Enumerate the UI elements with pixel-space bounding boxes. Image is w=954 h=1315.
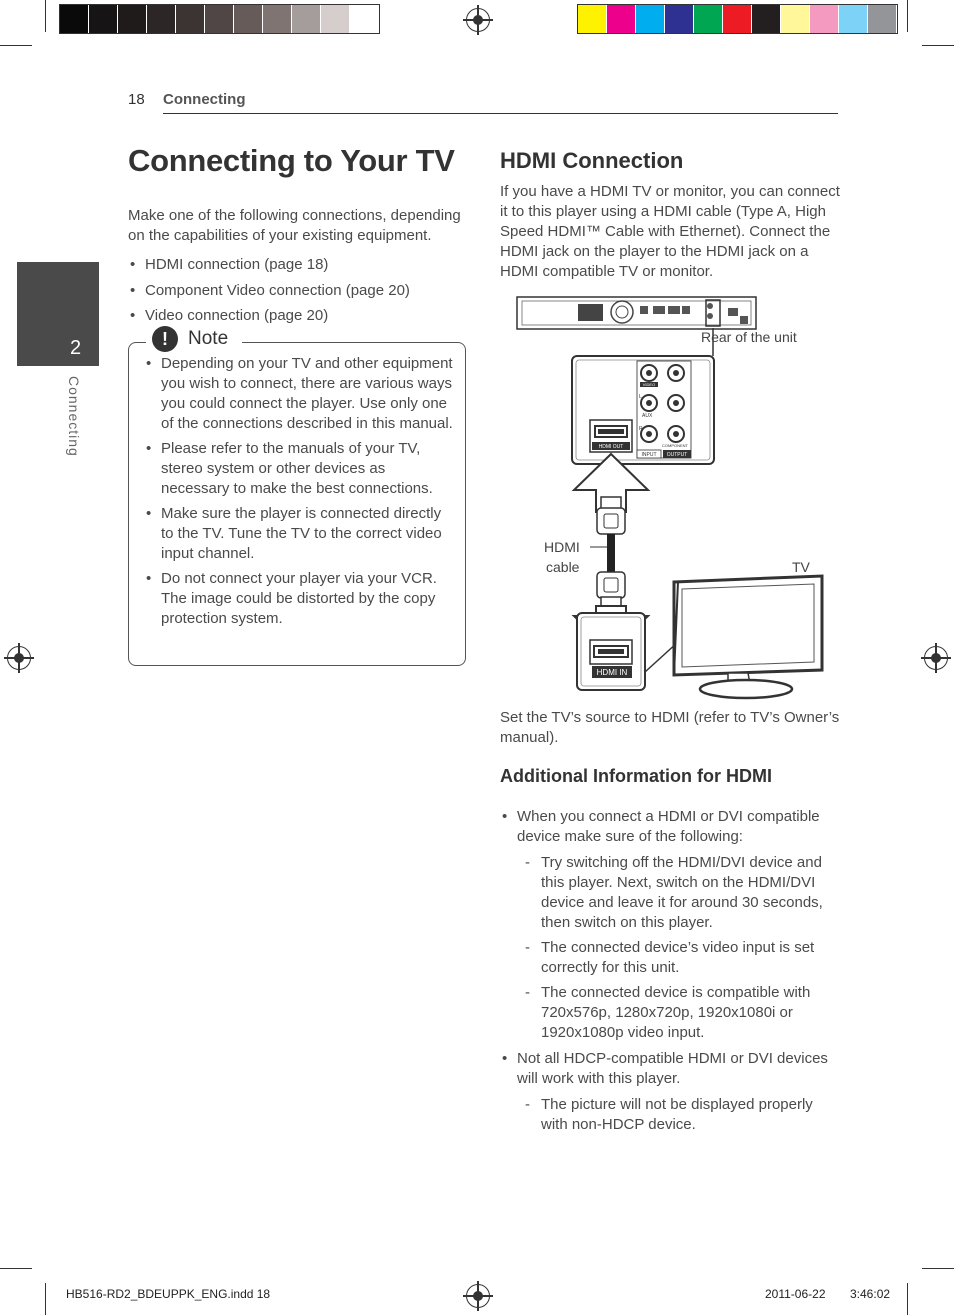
list-item: • Component Video connection (page 20) [128, 278, 468, 304]
color-swatch [205, 5, 234, 33]
list-item: • Depending on your TV and other equipment you wish to connect, there are various ways you could connect the player. Use only one of the connections described in this manual. [144, 354, 454, 434]
page-number: 18 [128, 91, 145, 108]
crop-mark [907, 1283, 908, 1315]
note-header [146, 326, 242, 352]
sub-list-item: - The connected device’s video input is set correctly for this unit. [517, 938, 830, 978]
crop-mark [45, 0, 46, 32]
tv-jack-panel [577, 613, 645, 690]
color-swatch [607, 5, 636, 33]
color-swatch [578, 5, 607, 33]
chapter-tab [17, 262, 99, 366]
color-swatch [781, 5, 810, 33]
additional-info-heading: Additional Information for HDMI [500, 766, 772, 786]
color-swatch [636, 5, 665, 33]
color-swatch [350, 5, 379, 33]
sub-list [517, 1095, 830, 1135]
section-title: Connecting [163, 91, 246, 108]
diagram-caption: Set the TV’s source to HDMI (refer to TV’s Owner’s manual). [500, 709, 840, 746]
intro-paragraph: Make one of the following connections, depending on the capabilities of your existing equipment. [128, 207, 461, 244]
hdmi-cable-icon [590, 497, 625, 609]
tv-label: TV [792, 559, 810, 575]
cmyk-color-bar [577, 4, 898, 34]
list-item: • Make sure the player is connected directly to the TV. Tune the TV to the correct video input channel. [144, 504, 454, 564]
list-item-text: Not all HDCP-compatible HDMI or DVI devices will work with this player. [517, 1050, 828, 1087]
page-title: Connecting to Your TV [128, 143, 455, 178]
video-label: VIDEO [642, 382, 656, 387]
list-item: • Do not connect your player via your VCR. The image could be distorted by the copy protection system. [144, 569, 454, 629]
sub-list-item: - Try switching off the HDMI/DVI device and this player. Next, switch on the HDMI/DVI device and leave it for around 30 seconds, then switch on this player. [517, 853, 830, 933]
crop-mark [0, 45, 32, 46]
sub-list [517, 853, 830, 1043]
crop-mark [922, 1268, 954, 1269]
color-swatch [147, 5, 176, 33]
color-swatch [723, 5, 752, 33]
output-label: OUTPUT [666, 452, 688, 458]
color-swatch [176, 5, 205, 33]
color-swatch [868, 5, 897, 33]
header-rule [163, 113, 838, 114]
note-list [144, 354, 454, 634]
list-item-text: When you connect a HDMI or DVI compatible device make sure of the following: [517, 808, 820, 845]
color-swatch [839, 5, 868, 33]
player-rear-icon [517, 297, 756, 329]
tv-icon [674, 576, 822, 698]
hdmi-cable-label-1: HDMI [544, 539, 580, 555]
hdmi-cable-label-2: cable [546, 559, 580, 575]
list-item: • Please refer to the manuals of your TV, stereo system or other devices as necessary to make the best connections. [144, 439, 454, 499]
hdmi-connection-diagram [510, 292, 830, 704]
color-swatch [665, 5, 694, 33]
color-swatch [694, 5, 723, 33]
note-label: Note [188, 328, 229, 349]
l-label: L [639, 394, 642, 400]
color-swatch [263, 5, 292, 33]
connection-list [128, 252, 468, 329]
hdmi-paragraph: If you have a HDMI TV or monitor, you can connect it to this player using a HDMI cable (Type A, High Speed HDMI™ Cable with Ethernet). Connect the HDMI jack on the player to the HDMI jack on a HDMI compatible TV or monitor. [500, 183, 840, 280]
list-item: • Video connection (page 20) [128, 303, 468, 329]
aux-label: AUX [642, 413, 653, 419]
footer-date: 2011-06-22 [765, 1287, 826, 1301]
crop-mark [0, 1268, 32, 1269]
hdmi-out-label: HDMI OUT [598, 444, 624, 450]
input-label: INPUT [641, 452, 657, 458]
hdmi-heading: HDMI Connection [500, 148, 684, 173]
crop-mark [922, 45, 954, 46]
color-swatch [118, 5, 147, 33]
rear-of-unit-label: Rear of the unit [701, 329, 797, 345]
registration-mark-icon [466, 8, 490, 32]
color-swatch [60, 5, 89, 33]
component-label: COMPONENT [662, 443, 688, 448]
gray-color-bar [59, 4, 380, 34]
sub-list-item: - The connected device is compatible with 720x576p, 1280x720p, 1920x1080i or 1920x1080p video input. [517, 983, 830, 1043]
footer-time: 3:46:02 [850, 1287, 891, 1301]
sub-list-item: - The picture will not be displayed properly with non-HDCP device. [517, 1095, 830, 1135]
list-item: • HDMI connection (page 18) [128, 252, 468, 278]
color-swatch [234, 5, 263, 33]
exclamation-icon: ! [152, 326, 178, 352]
chapter-number: 2 [70, 337, 82, 359]
chapter-label: Connecting [66, 376, 82, 457]
registration-mark-icon [924, 646, 948, 670]
crop-mark [907, 0, 908, 32]
color-swatch [89, 5, 118, 33]
registration-mark-icon [7, 646, 31, 670]
color-swatch [752, 5, 781, 33]
r-label: R [639, 426, 643, 432]
jack-panel [572, 356, 714, 464]
additional-info-list [500, 807, 830, 1141]
color-swatch [321, 5, 350, 33]
registration-mark-icon [466, 1284, 490, 1308]
list-item [500, 1049, 830, 1135]
footer-file-name: HB516-RD2_BDEUPPK_ENG.indd 18 [66, 1287, 271, 1301]
hdmi-in-label: HDMI IN [596, 668, 628, 677]
color-swatch [292, 5, 321, 33]
list-item [500, 807, 830, 1043]
crop-mark [45, 1283, 46, 1315]
color-swatch [810, 5, 839, 33]
